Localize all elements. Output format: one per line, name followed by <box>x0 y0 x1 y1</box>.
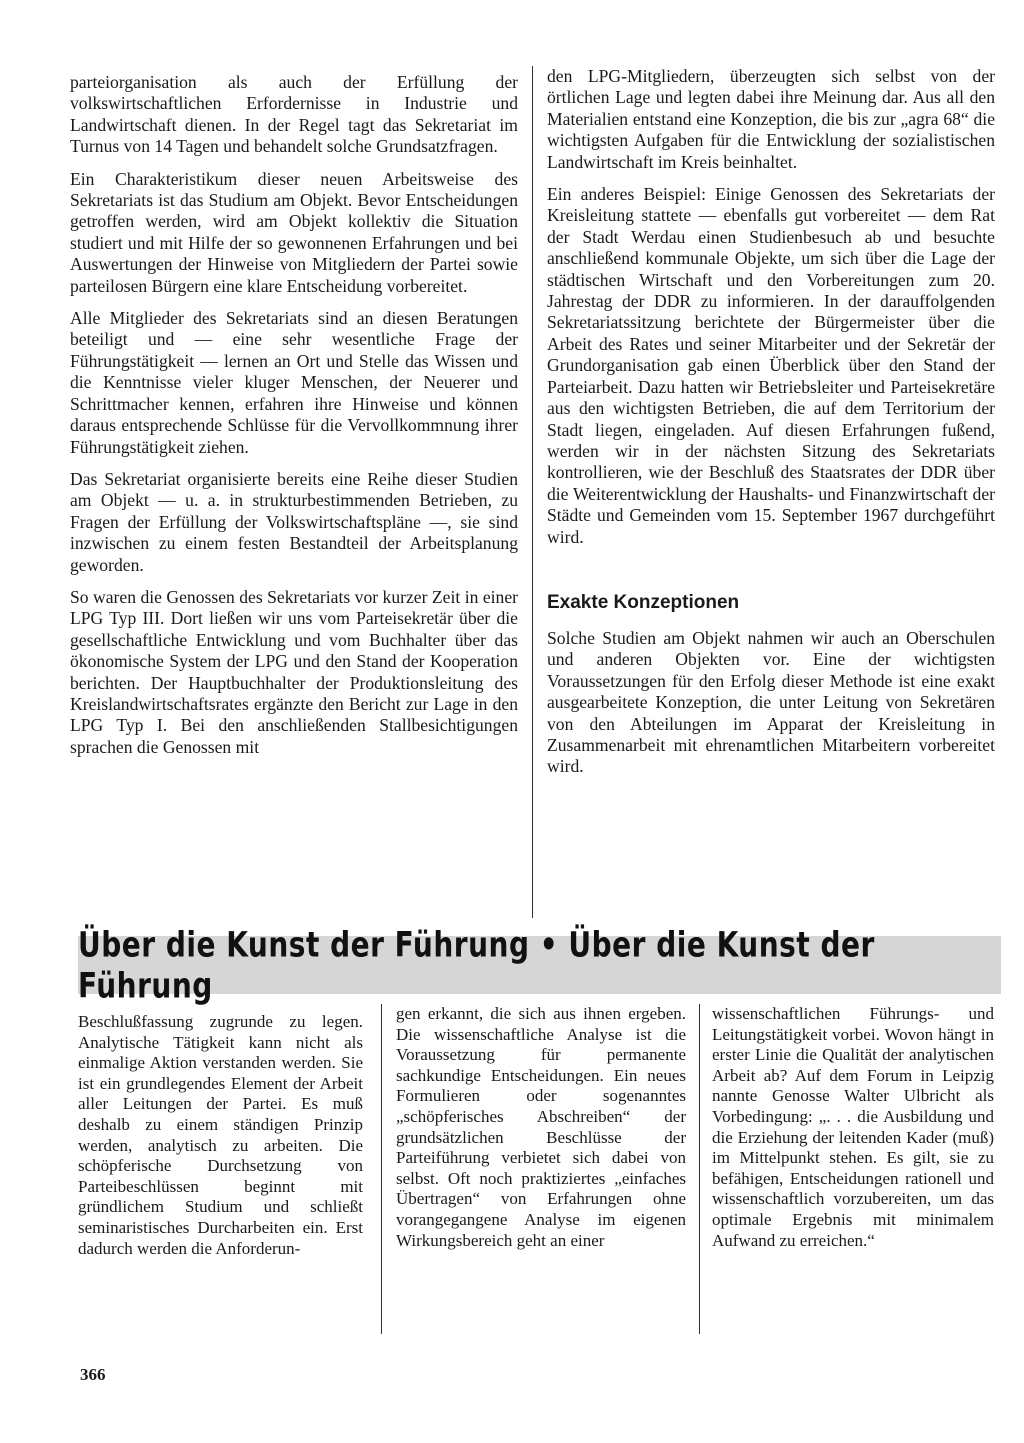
paragraph: So waren die Genossen des Sekretariats vor kurzer Zeit in einer LPG Typ III. Dort ließen wir uns vom Parteisekretär über die gesellschaftliche Entwicklung und vom Buchhalter über das ökonomische System der LPG und den Stand der Kooperation berichten. Der Hauptbuchhalter der Produktionsleitung des Kreislandwirtschaftsrates ergänzte den Bericht zur Lage in den LPG Typ I. Bei den anschließenden Stallbesichtigungen sprachen die Genossen mit <box>70 586 518 757</box>
top-right-column <box>547 66 995 789</box>
paragraph: Solche Studien am Objekt nahmen wir auch an Oberschulen und anderen Objekten vor. Eine der wichtigsten Voraussetzungen für den Erfolg dieser Methode ist eine exakt ausgearbeitete Konzeption, die unter Leitung von Sekretären von den Abteilungen im Apparat der Kreisleitung in Zusammenarbeit mit ehrenamtlichen Mitarbeitern vorbereitet wird. <box>547 627 995 777</box>
paragraph: Ein anderes Beispiel: Einige Genossen des Sekretariats der Kreisleitung stattete — ebenfalls gut vorbereitet — dem Rat der Stadt Werdau einen Studienbesuch ab und besuchte anschließend kommunale Objekte, um sich über die Lage der städtischen Wirtschaft und den Vorbereitungen zum 20. Jahrestag der DDR zu informieren. In der darauffolgenden Sekretariatssitzung berichtete der Bürgermeister über die Arbeit des Rates und seiner Mitarbeiter und der Sekretär der Grundorganisation gab einen Überblick über den Stand der Parteiarbeit. Dazu hatten wir Betriebsleiter und Parteisekretäre aus den wichtigsten Betrieben, die auf dem Territorium der Stadt liegen, eingeladen. Auf diesen Erfahrungen fußend, werden wir in der nächsten Sitzung des Sekretariats kontrollieren, wie der Beschluß des Staatsrates der DDR über die Weiterentwicklung der Haushalts- und Finanzwirtschaft der Städte und Gemeinden vom 15. September 1967 durchgeführt wird. <box>547 184 995 547</box>
page-number: 366 <box>80 1365 106 1384</box>
column-divider <box>381 1004 382 1334</box>
paragraph: Das Sekretariat organisierte bereits eine Reihe dieser Studien am Objekt — u. a. in strukturbestimmenden Betrieben, zu Fragen der Erfüllung der Volkswirtschaftspläne —, sie sind inzwischen zu einem festen Bestandteil der Arbeitsplanung geworden. <box>70 468 518 575</box>
bottom-column-3 <box>712 1004 994 1251</box>
paragraph: Alle Mitglieder des Sekretariats sind an diesen Beratungen beteiligt und — eine sehr wesentliche Frage der Führungstätigkeit — lernen an Ort und Stelle das Wissen und die Kenntnisse vieler kluger Menschen, der Neuerer und Schrittmacher kennen, erfahren ihre Hinweise und können daraus entsprechende Schlüsse für die Vervollkommnung ihrer Führungstätigkeit ziehen. <box>70 308 518 457</box>
section-banner <box>78 923 1001 1007</box>
paragraph: Ein Charakteristikum dieser neuen Arbeitsweise des Sekretariats ist das Studium am Objekt. Bevor Entscheidungen getroffen werden, wird am Objekt kollektiv die Situation studiert und mit Hilfe der so gewonnenen Erfahrungen und bei Auswertungen der Hinweise von Mitgliedern der Partei sowie parteilosen Bürgern eine klare Entscheidung vorbereitet. <box>70 168 518 296</box>
bottom-column-1 <box>78 1012 363 1259</box>
paragraph: den LPG-Mitgliedern, überzeugten sich selbst von der örtlichen Lage und legten dabei ihre Meinung dar. Aus all den Materialien entstand eine Konzeption, die bis zur „agra 68“ die wichtigsten Aufgaben für die Entwicklung der sozialistischen Landwirtschaft im Kreis beinhaltet. <box>547 66 995 172</box>
paragraph: parteiorganisation als auch der Erfüllung der volkswirtschaftlichen Erfordernisse in Industrie und Landwirtschaft dienen. In der Regel tagt das Sekretariat im Turnus von 14 Tagen und behandelt solche Grundsatzfragen. <box>70 72 518 157</box>
top-left-column <box>70 72 518 769</box>
paragraph: Beschlußfassung zugrunde zu legen. Analytische Tätigkeit kann nicht als einmalige Aktion verstanden werden. Sie ist ein grundlegendes Element der Arbeit aller Leitungen der Partei. Es muß deshalb zu einem ständigen Prinzip werden, analytisch zu arbeiten. Die schöpferische Durchsetzung von Parteibeschlüssen beginnt mit gründlichem Studium und schließt seminaristisches Durcharbeiten ein. Erst dadurch werden die Anforderun- <box>78 1012 363 1258</box>
banner-title: Über die Kunst der Führung • Über die Kunst der Führung <box>78 923 875 1007</box>
paragraph: gen erkannt, die sich aus ihnen ergeben. Die wissenschaftliche Analyse ist die Voraussetzung für permanente sachkundige Entscheidungen. Ein neues Formulieren oder sogenanntes „schöpferisches Abschreiben“ der grundsätzlichen Beschlüsse der Parteiführung verbietet sich dabei von selbst. Oft noch praktiziertes „einfaches Übertragen“ von Erfahrungen ohne vorangegangene Analyse im eigenen Wirkungsbereich geht an einer <box>396 1004 686 1250</box>
column-divider <box>699 1004 700 1334</box>
column-divider <box>532 66 533 918</box>
bottom-column-2 <box>396 1004 686 1251</box>
paragraph: wissenschaftlichen Führungs- und Leitungstätigkeit vorbei. Wovon hängt in erster Linie die Qualität der analytischen Arbeit ab? Auf dem Forum in Leipzig nannte Genosse Walter Ulbricht als Vorbedingung: „. . . die Ausbildung und die Erziehung der leitenden Kader (muß) im Mittelpunkt stehen. Es gilt, sie zu befähigen, Entscheidungen rationell und wissenschaftlich vorzubereiten, um das optimale Ergebnis mit minimalem Aufwand zu erreichen.“ <box>712 1004 994 1250</box>
section-heading: Exakte Konzeptionen <box>547 591 740 613</box>
